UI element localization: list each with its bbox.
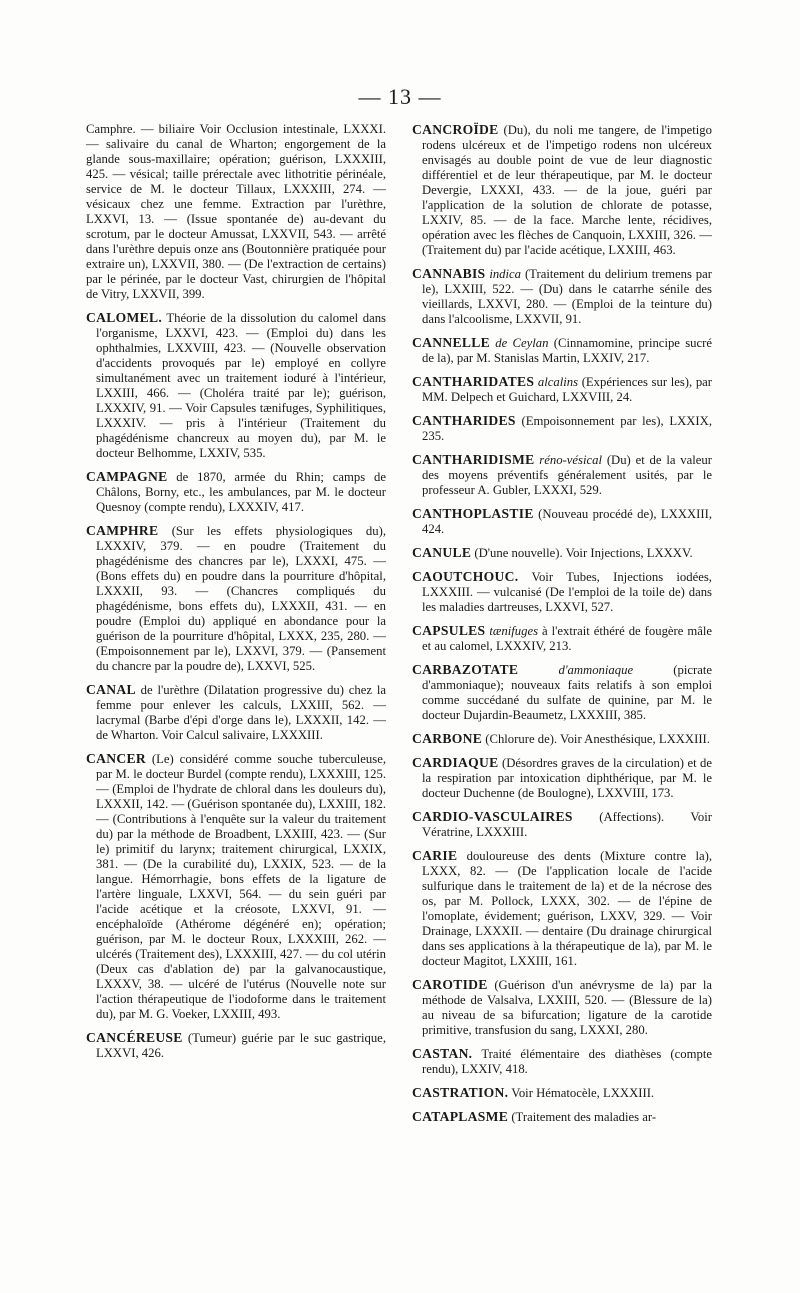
- entry-carie: [412, 848, 712, 969]
- entry-text: Voir Tubes, Injections iodées, LXXXIII. — vulcanisé (De l'emploi de la toile de) dans les maladies dartreuses, LXXVI, 527.: [422, 570, 712, 614]
- entry-camphre: [86, 523, 386, 674]
- entry-text: (Chlorure de). Voir Anesthésique, LXXXIII.: [485, 732, 710, 746]
- entry-headword: CANTHOPLASTIE: [412, 506, 534, 521]
- entry-castan: [412, 1046, 712, 1077]
- entry-text: (Tumeur) guérie par le suc gastrique, LXXVI, 426.: [96, 1031, 386, 1060]
- entry-headword: CAROTIDE: [412, 977, 488, 992]
- entry-headword: CARBONE: [412, 731, 483, 746]
- entry-headword-qualifier: réno-vésical: [539, 453, 603, 467]
- entry-text: Traité élémentaire des diathèses (compte rendu), LXXIV, 418.: [422, 1047, 712, 1076]
- entry-headword: CAOUTCHOUC.: [412, 569, 519, 584]
- entry-headword: CAMPAGNE: [86, 469, 168, 484]
- entry-cancroide: [412, 122, 712, 258]
- entry-calomel: [86, 310, 386, 461]
- entry-cannelle: [412, 335, 712, 366]
- entry-headword-qualifier: de Ceylan: [495, 336, 549, 350]
- entry-text: (Empoisonnement par les), LXXIX, 235.: [422, 414, 712, 443]
- entry-cantharides: [412, 413, 712, 444]
- entry-headword-qualifier: tænifuges: [489, 624, 539, 638]
- entry-canal: [86, 682, 386, 743]
- page-number: — 13 —: [358, 84, 442, 109]
- entry-text: (Nouveau procédé de), LXXXIII, 424.: [422, 507, 712, 536]
- entry-headword-qualifier: d'ammoniaque: [558, 663, 634, 677]
- entry-campagne: [86, 469, 386, 515]
- entry-headword-qualifier: indica: [489, 267, 522, 281]
- entry-headword: CANAL: [86, 682, 136, 697]
- entry-caoutchouc: [412, 569, 712, 615]
- entry-text: à l'extrait éthéré de fougère mâle et au calomel, LXXXIV, 213.: [422, 624, 713, 653]
- entry-text: (Traitement du delirium tremens par le), LXXIII, 522. — (Du) dans le catarrhe sénile des vieillards, LXXVI, 280. — (Emploi de la teinture du) dans l'alcoolisme, LXXVII, 91.: [422, 267, 713, 326]
- entry-castration: [412, 1085, 712, 1101]
- entry-headword: CANCROÏDE: [412, 122, 499, 137]
- entry-text: (Du), du noli me tangere, de l'impetigo rodens ulcéreux et de l'impetigo rodens non ulcéreux envisagés au double point de vue de leur diagnostic différentiel et de leur thérapeutique, par M. le docteur Devergie, LXXXI, 433. — de la joue, guéri par l'application de la solution de chlorate de potasse, LXXIV, 85. — de la face. Marche lente, récidives, opération avec les flèches de Canquoin, LXXIII, 326. — (Traitement du) par l'acide acétique, LXXIII, 463.: [422, 123, 712, 257]
- entry-cantharidisme: [412, 452, 712, 498]
- entry-cancer: [86, 751, 386, 1022]
- entry-headword: CALOMEL.: [86, 310, 163, 325]
- entry-carbone: [412, 731, 712, 747]
- entry-text: de l'urèthre (Dilatation progressive du) chez la femme pour enlever les calculs, LXXIII, 562. — lacrymal (Barbe d'épi d'orge dans le), LXXXII, 142. — de Wharton. Voir Calcul salivaire, LXXXIII.: [96, 683, 386, 742]
- entry-text: Camphre. — biliaire Voir Occlusion intestinale, LXXXI. — salivaire du canal de Wharton; engorgement de la glande sous-maxillaire; opération; guérison, LXXXIII, 425. — vésical; taille prérectale avec lithotritie périnéale, service de M. le docteur Tillaux, LXXXIII, 274. — vésicaux chez une femme. Extraction par l'urèthre, LXXVI, 13. — (Issue spontanée de) au-devant du scrotum, par le docteur Amussat, LXXVII, 543. — arrêté dans l'urèthre depuis onze ans (Boutonnière pratiquée pour extraire un), LXXVII, 380. — (De l'extraction de certains) par le périnée, par le docteur Vast, chirurgien de l'hôpital de Vitry, LXXVII, 399.: [86, 122, 386, 301]
- entry-cantharidates: [412, 374, 712, 405]
- entry-text: (Le) considéré comme souche tuberculeuse, par M. le docteur Burdel (compte rendu), LXXXIII, 125. — (Emploi de l'hydrate de chloral dans les douleurs du), LXXXII, 142. — (Guérison spontanée du), LXXIII, 182. — (Contributions à l'enquête sur la valeur du traitement du) par la méthode de Broadbent, LXXIII, 423. — (Sur le) primitif du larynx; traitement chirurgical, LXXIX, 381. — (De la curabilité du), LXXIX, 523. — de la langue. Hémorrhagie, bons effets de la ligature de l'artère linguale, LXXVI, 564. — du sein guéri par l'acide acétique et la créosote, LXXVI, 91. — encéphaloïde (Athérome dégénéré en); opération; guérison, par M. le docteur Roux, LXXXIII, 262. — ulcérés (Traitement des), LXXXIII, 427. — du col utérin (Deux cas d'ablation de) par la galvanocaustique, LXXXV, 38. — ulcéré de l'utérus (Nouvelle note sur l'action thérapeutique de l'iodoforme dans le traitement du), par M. G. Voeker, LXXIII, 493.: [96, 752, 386, 1021]
- entry-headword: CAMPHRE: [86, 523, 159, 538]
- entry-headword: CANCER: [86, 751, 146, 766]
- entry-headword: CASTAN.: [412, 1046, 473, 1061]
- entry-headword-qualifier: alcalins: [537, 375, 579, 389]
- entry-canule: [412, 545, 712, 561]
- entry-headword: CANNABIS: [412, 266, 486, 281]
- entry-text: (Du) et de la valeur des moyens préventifs généralement usités, par le professeur A. Gubler, LXXXI, 529.: [422, 453, 713, 497]
- entry-headword: CARDIO-VASCULAIRES: [412, 809, 573, 824]
- entry-text: (Cinnamomine, principe sucré de la), par M. Stanislas Martin, LXXIV, 217.: [422, 336, 713, 365]
- entry-headword: CANNELLE: [412, 335, 490, 350]
- entry-camphre-continued: [86, 122, 386, 302]
- entry-headword: CANCÉREUSE: [86, 1030, 183, 1045]
- entry-cancereuse: [86, 1030, 386, 1061]
- entry-cardio-vasculaires: [412, 809, 712, 840]
- entry-headword: CANULE: [412, 545, 472, 560]
- entry-text: (D'une nouvelle). Voir Injections, LXXXV.: [474, 546, 693, 560]
- right-column: [412, 122, 712, 1133]
- entry-headword: CARIE: [412, 848, 458, 863]
- entry-capsules: [412, 623, 712, 654]
- entry-cannabis: [412, 266, 712, 327]
- entry-headword: CATAPLASME: [412, 1109, 509, 1124]
- entry-text: (Affections). Voir Vératrine, LXXXIII.: [422, 810, 712, 839]
- entry-text: Voir Hématocèle, LXXXIII.: [511, 1086, 655, 1100]
- entry-headword: CANTHARIDISME: [412, 452, 535, 467]
- entry-headword: CARDIAQUE: [412, 755, 499, 770]
- entry-headword: CANTHARIDATES: [412, 374, 535, 389]
- entry-headword: CASTRATION.: [412, 1085, 509, 1100]
- entry-text: de 1870, armée du Rhin; camps de Châlons, Borny, etc., les ambulances, par M. le docteur Quesnoy (compte rendu), LXXXIV, 417.: [96, 470, 386, 514]
- entry-text: (picrate d'ammoniaque); nouveaux faits relatifs à son emploi comme succédané du sulfate de quinine, par M. le docteur Dujardin-Beaumetz, LXXXIII, 385.: [422, 663, 713, 722]
- entry-headword: CAPSULES: [412, 623, 486, 638]
- entry-headword: CARBAZOTATE: [412, 662, 519, 677]
- entry-headword: CANTHARIDES: [412, 413, 516, 428]
- entry-carbazotate: [412, 662, 712, 723]
- entry-text: (Désordres graves de la circulation) et de la respiration par intoxication diphthérique, par M. le docteur Duchenne (de Boulogne), LXXVIII, 173.: [422, 756, 712, 800]
- entry-text: douloureuse des dents (Mixture contre la), LXXX, 82. — (De l'application locale de l'acide sulfurique dans le traitement de la) et de la nécrose des os, par M. Pollock, LXXX, 302. — de l'épine de l'omoplate, évidement; guérison, LXXV, 329. — Voir Drainage, LXXXII. — dentaire (Du drainage chirurgical dans ses applications à la thérapeutique de la), par M. le docteur Magitot, LXXIII, 161.: [422, 849, 713, 968]
- left-column: [86, 122, 386, 1069]
- entry-text: (Guérison d'un anévrysme de la) par la méthode de Valsalva, LXXIII, 520. — (Blessure de la) au niveau de sa bifurcation; ligature de la carotide primitive, transfusion du sang, LXXXI, 280.: [422, 978, 712, 1037]
- entry-canthoplastie: [412, 506, 712, 537]
- entry-text: Théorie de la dissolution du calomel dans l'organisme, LXXVI, 423. — (Emploi du) dans les ophthalmies, LXXVIII, 423. — (Nouvelle observation d'accidents provoqués par le) employé en collyre simultanément avec un traitement ioduré à l'intérieur, LXXIII, 466. — (Choléra traité par le); guérison, LXXXIV, 91. — Voir Capsules tænifuges, Syphilitiques, LXXXIV. — pris à l'intérieur (Traitement du phagédénisme chancreux au moyen du), par M. le docteur Belhomme, LXXIV, 535.: [96, 311, 386, 460]
- entry-cardiaque: [412, 755, 712, 801]
- entry-cataplasme: [412, 1109, 712, 1125]
- entry-text: (Expériences sur les), par MM. Delpech et Guichard, LXXVIII, 24.: [422, 375, 713, 404]
- entry-text: (Traitement des maladies ar-: [511, 1110, 657, 1124]
- entry-text: (Sur les effets physiologiques du), LXXXIV, 379. — en poudre (Traitement du phagédénisme des chancres par le), LXXXI, 475. — (Bons effets du) en poudre dans la pourriture d'hôpital, LXXXII, 93. — (Chancres compliqués du phagédénisme, bons effets du), LXXXII, 431. — en poudre (Emploi du) appliqué en abondance pour la guérison de la pourriture d'hôpital, LXXX, 235, 280. — (Empoisonnement par le), LXXVI, 379. — (Pansement du chancre par la poudre de), LXXVI, 525.: [96, 524, 386, 673]
- entry-carotide: [412, 977, 712, 1038]
